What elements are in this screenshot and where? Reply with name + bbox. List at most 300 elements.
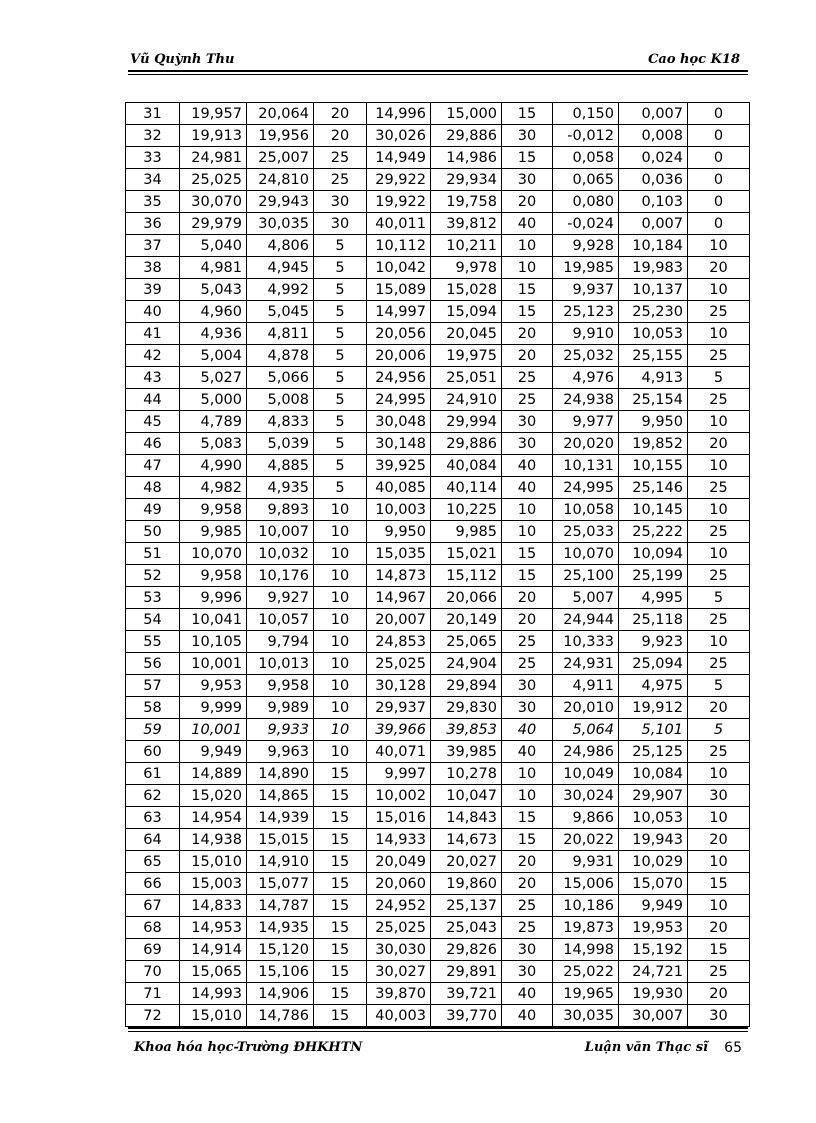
table-cell: 24,810: [247, 169, 314, 191]
table-cell: 29,830: [431, 697, 502, 719]
table-cell: 5: [314, 367, 367, 389]
table-cell: 0,058: [553, 147, 619, 169]
table-row: [126, 653, 750, 675]
table-cell: 15: [502, 147, 553, 169]
table-cell: 10,001: [180, 653, 247, 675]
table-cell: 10,070: [553, 543, 619, 565]
table-cell: 30,035: [247, 213, 314, 235]
table-cell: 10: [314, 675, 367, 697]
table-cell: 15,010: [180, 851, 247, 873]
table-row: [126, 1005, 750, 1027]
table-cell: 61: [126, 763, 180, 785]
table-cell: 10,186: [553, 895, 619, 917]
table-cell: 30: [502, 939, 553, 961]
table-row: [126, 741, 750, 763]
table-cell: 20,056: [367, 323, 431, 345]
table-cell: 10,003: [367, 499, 431, 521]
table-cell: 19,873: [553, 917, 619, 939]
table-cell: 14,996: [367, 103, 431, 125]
footer-faculty: Khoa hóa học-Trường ĐHKHTN: [134, 1040, 363, 1055]
table-cell: 10: [688, 807, 750, 829]
table-cell: 35: [126, 191, 180, 213]
header-rule-thin: [128, 74, 748, 75]
table-cell: 9,893: [247, 499, 314, 521]
table-cell: 10: [502, 499, 553, 521]
table-cell: 29,907: [619, 785, 688, 807]
table-cell: 65: [126, 851, 180, 873]
table-cell: 25,199: [619, 565, 688, 587]
table-cell: 64: [126, 829, 180, 851]
table-cell: 30,027: [367, 961, 431, 983]
table-cell: 19,913: [180, 125, 247, 147]
table-cell: 24,721: [619, 961, 688, 983]
table-cell: 4,911: [553, 675, 619, 697]
table-cell: 40,071: [367, 741, 431, 763]
table-cell: 30: [502, 961, 553, 983]
table-cell: 25,154: [619, 389, 688, 411]
table-cell: 19,912: [619, 697, 688, 719]
table-cell: 5: [314, 279, 367, 301]
table-cell: 15: [502, 301, 553, 323]
table-cell: 15,015: [247, 829, 314, 851]
table-cell: 39,770: [431, 1005, 502, 1027]
table-cell: 10: [688, 235, 750, 257]
table-cell: 30,070: [180, 191, 247, 213]
table-cell: 49: [126, 499, 180, 521]
table-row: [126, 323, 750, 345]
table-cell: 30,128: [367, 675, 431, 697]
table-row: [126, 851, 750, 873]
table-cell: 15: [314, 829, 367, 851]
table-cell: 10,057: [247, 609, 314, 631]
table-cell: 70: [126, 961, 180, 983]
table-cell: 5: [314, 411, 367, 433]
table-cell: 25,033: [553, 521, 619, 543]
table-cell: 4,811: [247, 323, 314, 345]
table-cell: 20: [688, 983, 750, 1005]
table-cell: 25,025: [180, 169, 247, 191]
table-cell: 30: [502, 125, 553, 147]
table-cell: 14,914: [180, 939, 247, 961]
table-cell: 10: [314, 521, 367, 543]
table-cell: 14,673: [431, 829, 502, 851]
table-cell: 15: [502, 279, 553, 301]
table-cell: 9,958: [180, 499, 247, 521]
table-cell: 14,933: [367, 829, 431, 851]
footer-rule: [128, 1027, 748, 1029]
table-cell: 20,060: [367, 873, 431, 895]
table-cell: 63: [126, 807, 180, 829]
table-cell: 25,043: [431, 917, 502, 939]
table-cell: 0: [688, 191, 750, 213]
table-cell: 15: [688, 873, 750, 895]
table-cell: 10,049: [553, 763, 619, 785]
table-cell: 14,998: [553, 939, 619, 961]
table-cell: 5: [314, 477, 367, 499]
table-cell: 14,986: [431, 147, 502, 169]
table-row: [126, 917, 750, 939]
table-cell: 39,853: [431, 719, 502, 741]
table-cell: 30,030: [367, 939, 431, 961]
table-cell: 4,976: [553, 367, 619, 389]
table-cell: 25,025: [367, 917, 431, 939]
table-cell: 14,833: [180, 895, 247, 917]
table-cell: 40: [126, 301, 180, 323]
table-cell: 0,080: [553, 191, 619, 213]
table-cell: 30: [688, 1005, 750, 1027]
table-cell: 68: [126, 917, 180, 939]
table-row: [126, 301, 750, 323]
table-cell: 9,928: [553, 235, 619, 257]
table-cell: 25,007: [247, 147, 314, 169]
table-row: [126, 719, 750, 741]
table-cell: 14,786: [247, 1005, 314, 1027]
table-cell: 30,024: [553, 785, 619, 807]
table-cell: 15: [502, 807, 553, 829]
table-cell: 10,084: [619, 763, 688, 785]
table-cell: 5: [314, 235, 367, 257]
table-cell: 40: [502, 213, 553, 235]
table-cell: 40: [502, 741, 553, 763]
table-row: [126, 279, 750, 301]
table-cell: 10: [314, 587, 367, 609]
table-cell: 0,007: [619, 213, 688, 235]
table-cell: 25: [688, 565, 750, 587]
table-cell: -0,012: [553, 125, 619, 147]
table-cell: 25,032: [553, 345, 619, 367]
table-cell: 25: [688, 609, 750, 631]
table-cell: 15,010: [180, 1005, 247, 1027]
table-row: [126, 543, 750, 565]
table-row: [126, 521, 750, 543]
table-cell: 10: [314, 565, 367, 587]
table-cell: 40,003: [367, 1005, 431, 1027]
table-cell: 47: [126, 455, 180, 477]
table-cell: 9,910: [553, 323, 619, 345]
table-cell: 30: [502, 675, 553, 697]
table-cell: 72: [126, 1005, 180, 1027]
table-cell: 20: [502, 851, 553, 873]
table-cell: 41: [126, 323, 180, 345]
table-cell: 20: [688, 433, 750, 455]
table-cell: 45: [126, 411, 180, 433]
table-cell: 15,094: [431, 301, 502, 323]
table-cell: 29,894: [431, 675, 502, 697]
table-cell: 24,904: [431, 653, 502, 675]
table-cell: 15: [502, 103, 553, 125]
table-cell: 55: [126, 631, 180, 653]
table-cell: 24,981: [180, 147, 247, 169]
table-cell: 10: [314, 653, 367, 675]
table-cell: 25: [314, 169, 367, 191]
table-row: [126, 147, 750, 169]
table-cell: 30: [502, 697, 553, 719]
table-cell: 25,065: [431, 631, 502, 653]
table-cell: 67: [126, 895, 180, 917]
table-cell: 29,922: [367, 169, 431, 191]
table-cell: 33: [126, 147, 180, 169]
table-cell: 14,954: [180, 807, 247, 829]
table-cell: 14,953: [180, 917, 247, 939]
table-cell: 9,794: [247, 631, 314, 653]
table-cell: 4,833: [247, 411, 314, 433]
table-cell: 24,931: [553, 653, 619, 675]
table-cell: 5,000: [180, 389, 247, 411]
table-cell: 4,806: [247, 235, 314, 257]
table-cell: 9,977: [553, 411, 619, 433]
table-cell: 15,077: [247, 873, 314, 895]
page-header: [128, 52, 748, 70]
table-row: [126, 433, 750, 455]
table-cell: 10: [688, 543, 750, 565]
table-cell: 25: [314, 147, 367, 169]
table-cell: 30,148: [367, 433, 431, 455]
table-row: [126, 257, 750, 279]
table-cell: 4,936: [180, 323, 247, 345]
table-cell: 59: [126, 719, 180, 741]
table-cell: 5,083: [180, 433, 247, 455]
table-cell: 5,045: [247, 301, 314, 323]
table-cell: 10,278: [431, 763, 502, 785]
table-cell: 14,949: [367, 147, 431, 169]
table-cell: 5,039: [247, 433, 314, 455]
table-cell: -0,024: [553, 213, 619, 235]
table-cell: 5: [314, 301, 367, 323]
table-cell: 24,853: [367, 631, 431, 653]
table-cell: 19,965: [553, 983, 619, 1005]
table-cell: 19,975: [431, 345, 502, 367]
table-cell: 44: [126, 389, 180, 411]
table-cell: 29,826: [431, 939, 502, 961]
table-cell: 9,958: [247, 675, 314, 697]
table-cell: 9,958: [180, 565, 247, 587]
table-cell: 15: [502, 565, 553, 587]
table-cell: 24,986: [553, 741, 619, 763]
table-cell: 15: [502, 829, 553, 851]
table-cell: 10: [502, 763, 553, 785]
table-cell: 20: [502, 873, 553, 895]
table-cell: 5: [314, 433, 367, 455]
table-cell: 14,865: [247, 785, 314, 807]
table-cell: 24,952: [367, 895, 431, 917]
table-cell: 30: [688, 785, 750, 807]
footer-thesis: Luận văn Thạc sĩ: [584, 1040, 708, 1055]
table-cell: 10: [688, 499, 750, 521]
table-cell: 9,949: [619, 895, 688, 917]
table-cell: 15,112: [431, 565, 502, 587]
data-table: [125, 102, 750, 1027]
table-cell: 25: [688, 521, 750, 543]
table-cell: 5,101: [619, 719, 688, 741]
table-cell: 15: [314, 785, 367, 807]
table-cell: 15: [314, 895, 367, 917]
table-row: [126, 587, 750, 609]
table-cell: 19,956: [247, 125, 314, 147]
table-cell: 10,032: [247, 543, 314, 565]
table-cell: 40: [502, 477, 553, 499]
table-cell: 19,943: [619, 829, 688, 851]
table-cell: 25,125: [619, 741, 688, 763]
table-cell: 69: [126, 939, 180, 961]
table-cell: 10,047: [431, 785, 502, 807]
table-cell: 25,123: [553, 301, 619, 323]
table-row: [126, 411, 750, 433]
table-cell: 60: [126, 741, 180, 763]
table-cell: 19,983: [619, 257, 688, 279]
table-cell: 4,975: [619, 675, 688, 697]
table-cell: 5,066: [247, 367, 314, 389]
table-cell: 9,866: [553, 807, 619, 829]
table-cell: 4,885: [247, 455, 314, 477]
table-cell: 10: [314, 741, 367, 763]
table-cell: 0: [688, 147, 750, 169]
table-cell: 10: [502, 235, 553, 257]
table-cell: 25,118: [619, 609, 688, 631]
table-cell: 24,910: [431, 389, 502, 411]
header-author: Vũ Quỳnh Thu: [130, 52, 235, 67]
table-cell: 29,891: [431, 961, 502, 983]
table-cell: 20,064: [247, 103, 314, 125]
table-cell: 40,084: [431, 455, 502, 477]
table-cell: 29,886: [431, 125, 502, 147]
table-cell: 10: [314, 609, 367, 631]
table-cell: 25,146: [619, 477, 688, 499]
page-number: 65: [724, 1040, 742, 1056]
table-cell: 25: [688, 477, 750, 499]
table-cell: 14,890: [247, 763, 314, 785]
table-cell: 20,045: [431, 323, 502, 345]
footer-rule-thin: [128, 1031, 748, 1032]
table-cell: 40: [502, 455, 553, 477]
table-cell: 10,333: [553, 631, 619, 653]
table-cell: 20: [502, 191, 553, 213]
table-cell: 30: [502, 411, 553, 433]
table-row: [126, 895, 750, 917]
table-cell: 14,910: [247, 851, 314, 873]
table-cell: 14,939: [247, 807, 314, 829]
table-cell: 14,843: [431, 807, 502, 829]
table-cell: 15: [314, 807, 367, 829]
table-cell: 5,043: [180, 279, 247, 301]
table-cell: 20,022: [553, 829, 619, 851]
table-cell: 5: [314, 455, 367, 477]
table-cell: 10: [502, 785, 553, 807]
table-cell: 19,860: [431, 873, 502, 895]
table-cell: 5: [688, 367, 750, 389]
table-cell: 10,225: [431, 499, 502, 521]
table-cell: 9,953: [180, 675, 247, 697]
table-cell: 4,945: [247, 257, 314, 279]
table-cell: 29,886: [431, 433, 502, 455]
table-cell: 5: [688, 719, 750, 741]
table-cell: 30: [314, 191, 367, 213]
table-cell: 9,978: [431, 257, 502, 279]
table-cell: 20: [502, 323, 553, 345]
table-cell: 5: [314, 345, 367, 367]
table-cell: 9,989: [247, 697, 314, 719]
table-cell: 10: [688, 455, 750, 477]
table-cell: 4,981: [180, 257, 247, 279]
table-cell: 14,935: [247, 917, 314, 939]
table-cell: 15: [314, 1005, 367, 1027]
table-cell: 0: [688, 213, 750, 235]
table-cell: 53: [126, 587, 180, 609]
table-cell: 15,003: [180, 873, 247, 895]
table-cell: 29,994: [431, 411, 502, 433]
table-cell: 15: [314, 763, 367, 785]
table-cell: 0,007: [619, 103, 688, 125]
table-cell: 19,852: [619, 433, 688, 455]
table-cell: 5,004: [180, 345, 247, 367]
table-cell: 14,938: [180, 829, 247, 851]
table-cell: 57: [126, 675, 180, 697]
table-cell: 15: [502, 543, 553, 565]
table-cell: 25,094: [619, 653, 688, 675]
table-cell: 4,878: [247, 345, 314, 367]
table-cell: 10,053: [619, 807, 688, 829]
table-cell: 10,155: [619, 455, 688, 477]
table-cell: 5: [314, 323, 367, 345]
table-cell: 0,036: [619, 169, 688, 191]
table-cell: 40: [502, 1005, 553, 1027]
table-cell: 10,184: [619, 235, 688, 257]
table-cell: 10: [688, 323, 750, 345]
table-cell: 25,051: [431, 367, 502, 389]
table-cell: 20: [502, 345, 553, 367]
table-cell: 25,137: [431, 895, 502, 917]
table-cell: 46: [126, 433, 180, 455]
table-cell: 15: [314, 851, 367, 873]
table-cell: 25: [502, 895, 553, 917]
table-cell: 4,913: [619, 367, 688, 389]
table-cell: 10: [314, 543, 367, 565]
table-cell: 25: [502, 917, 553, 939]
table-cell: 9,996: [180, 587, 247, 609]
table-cell: 10,145: [619, 499, 688, 521]
table-cell: 42: [126, 345, 180, 367]
table-cell: 5: [688, 587, 750, 609]
table-cell: 10,058: [553, 499, 619, 521]
table-cell: 29,979: [180, 213, 247, 235]
table-cell: 15,021: [431, 543, 502, 565]
table-cell: 30,048: [367, 411, 431, 433]
table-cell: 40: [502, 983, 553, 1005]
table-cell: 15: [314, 961, 367, 983]
table-cell: 71: [126, 983, 180, 1005]
table-row: [126, 345, 750, 367]
table-cell: 10,002: [367, 785, 431, 807]
table-cell: 10: [688, 851, 750, 873]
table-row: [126, 829, 750, 851]
table-cell: 9,985: [431, 521, 502, 543]
table-cell: 31: [126, 103, 180, 125]
table-cell: 25,100: [553, 565, 619, 587]
table-cell: 15,028: [431, 279, 502, 301]
table-cell: 4,960: [180, 301, 247, 323]
table-cell: 10,176: [247, 565, 314, 587]
table-cell: 29,943: [247, 191, 314, 213]
table-cell: 14,889: [180, 763, 247, 785]
table-cell: 24,944: [553, 609, 619, 631]
table-row: [126, 961, 750, 983]
table-cell: 19,922: [367, 191, 431, 213]
table-cell: 20,149: [431, 609, 502, 631]
table-row: [126, 367, 750, 389]
table-cell: 25,025: [367, 653, 431, 675]
table-cell: 10: [314, 697, 367, 719]
table-cell: 10,211: [431, 235, 502, 257]
table-cell: 25,022: [553, 961, 619, 983]
